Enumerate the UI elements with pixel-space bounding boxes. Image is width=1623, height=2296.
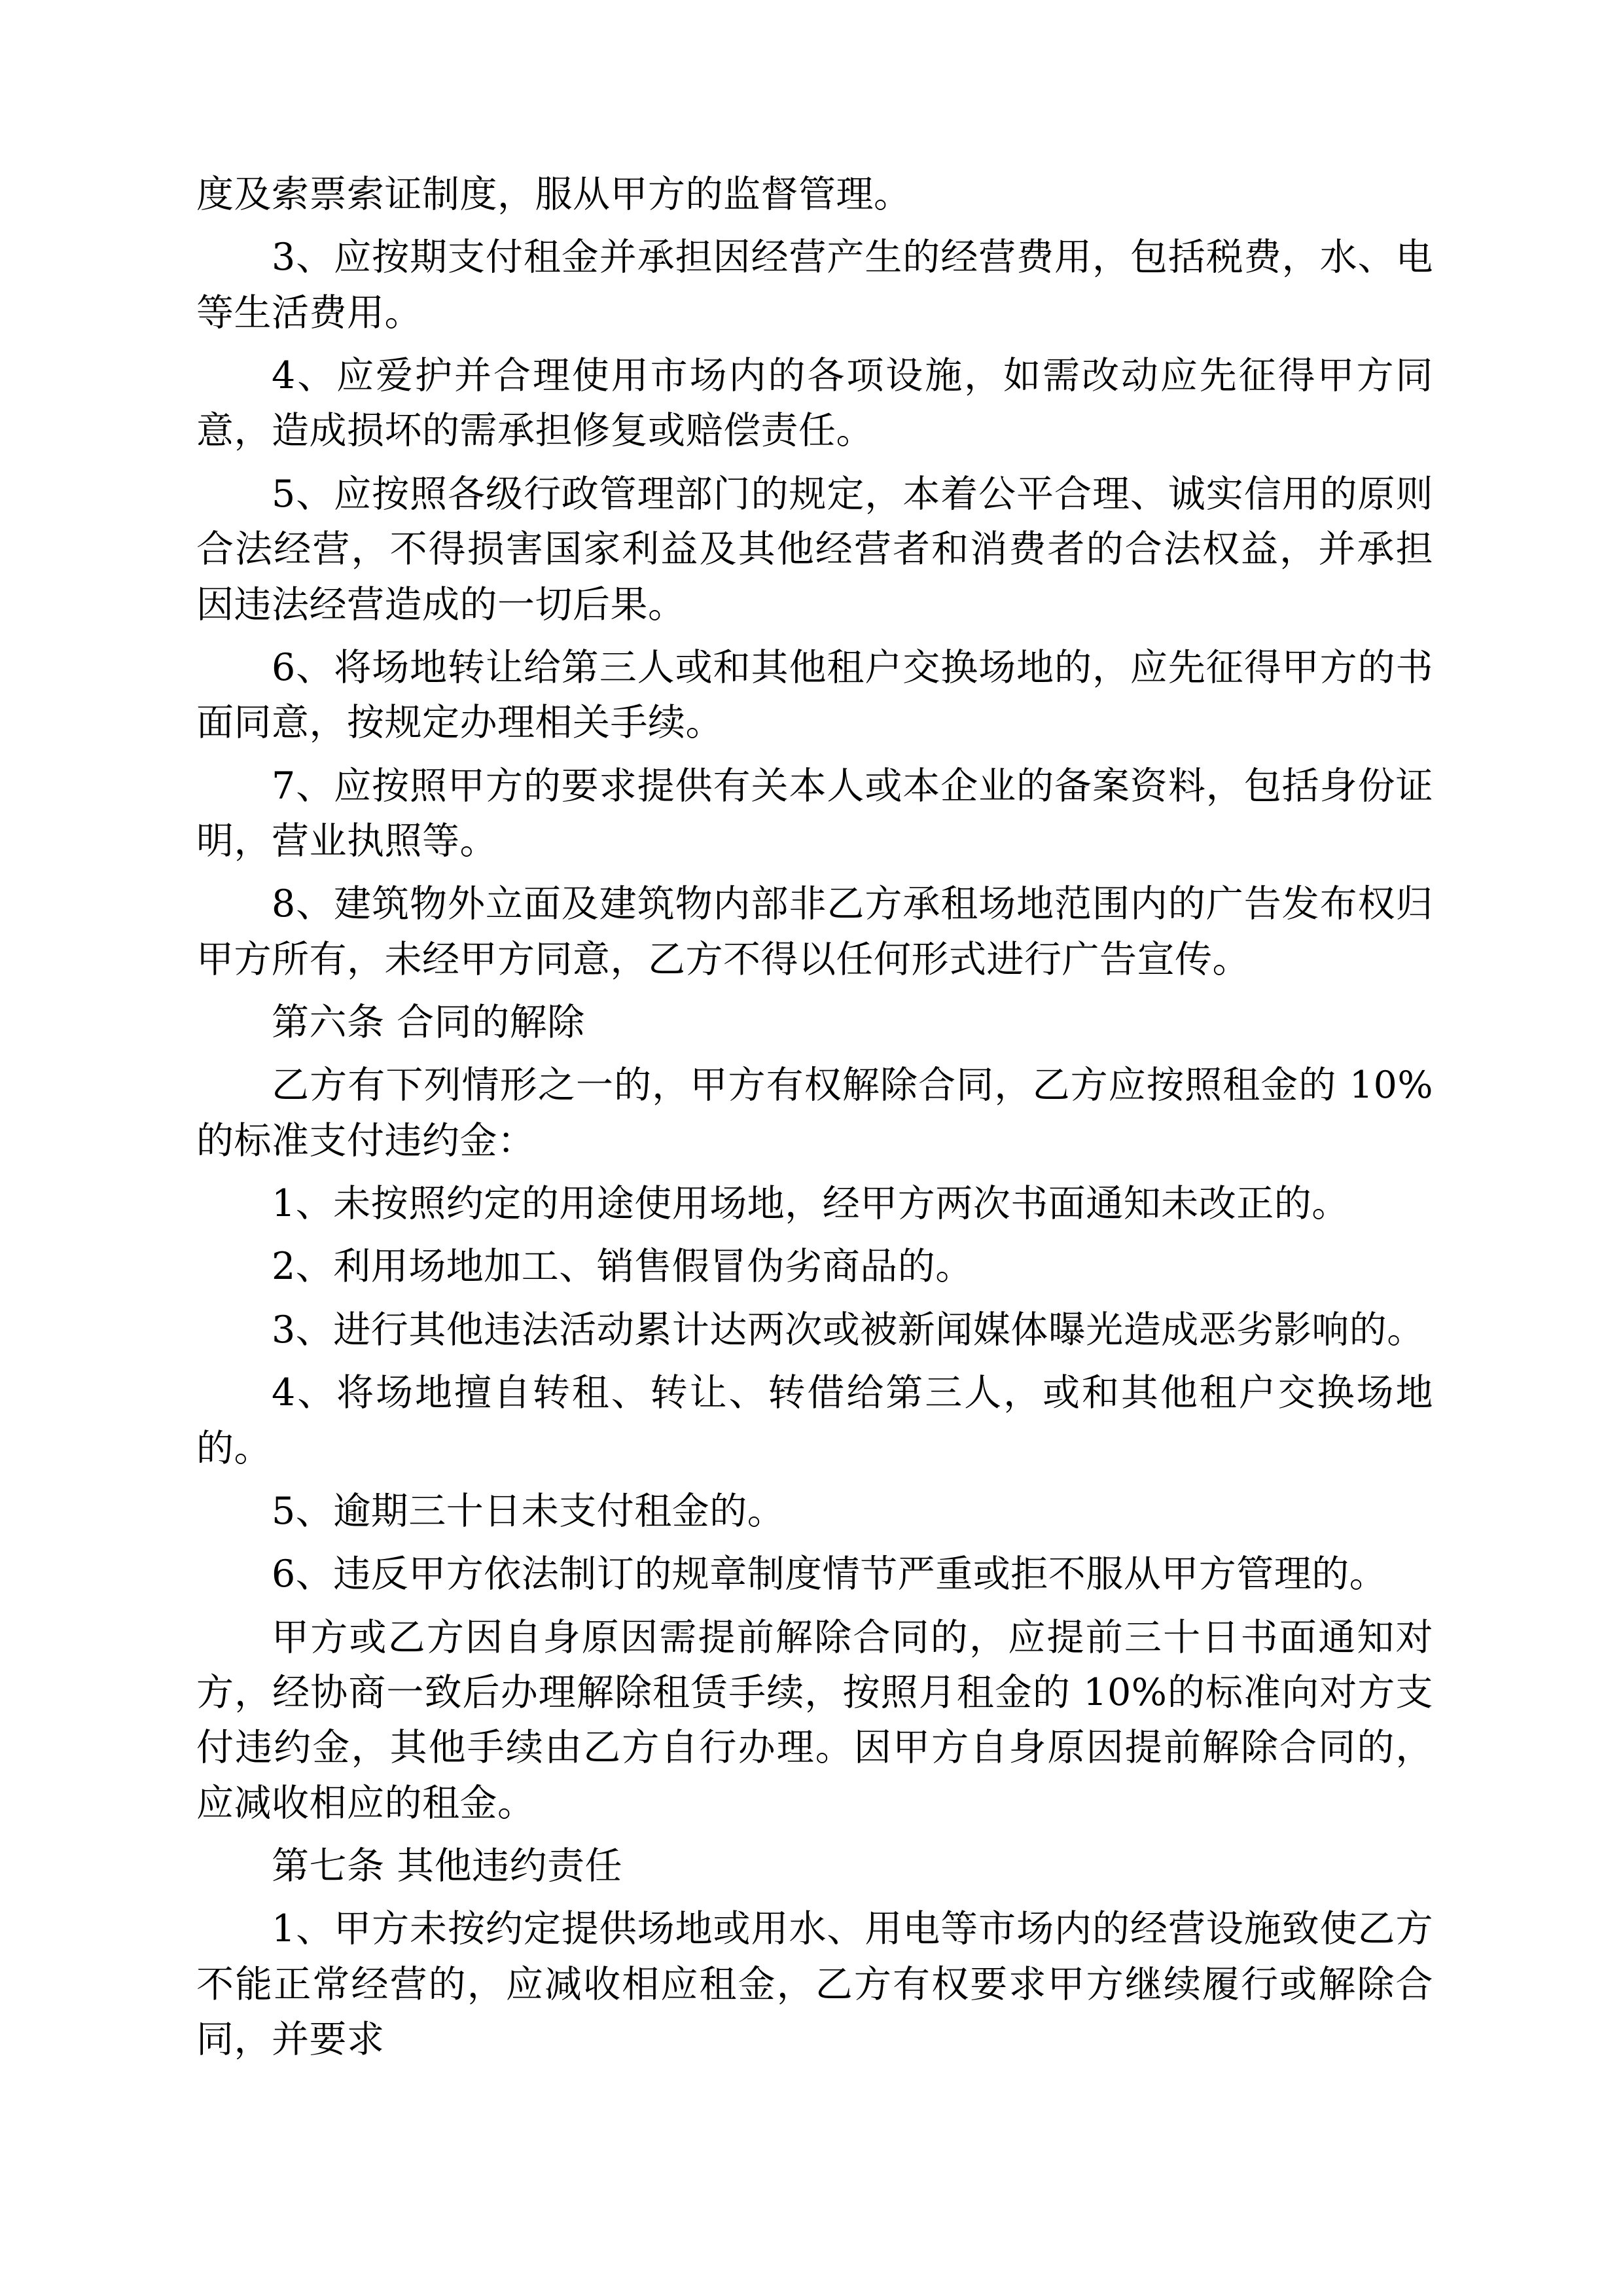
list-item-breach-1: 1、甲方未按约定提供场地或用水、用电等市场内的经营设施致使乙方不能正常经营的，应减收相应租金，乙方有权要求甲方继续履行或解除合同，并要求: [196, 1907, 1433, 2062]
list-item-duty-8: 8、建筑物外立面及建筑物内部非乙方承租场地范围内的广告发布权归甲方所有，未经甲方同意，乙方不得以任何形式进行广告宣传。: [196, 882, 1433, 981]
list-item-termination-3: 3、进行其他违法活动累计达两次或被新闻媒体曝光造成恶劣影响的。: [272, 1308, 1425, 1352]
list-item-duty-3: 3、应按期支付租金并承担因经营产生的经营费用，包括税费，水、电等生活费用。: [196, 236, 1433, 334]
list-item-termination-4: 4、将场地擅自转租、转让、转借给第三人，或和其他租户交换场地的。: [196, 1371, 1433, 1470]
list-item-duty-7: 7、应按照甲方的要求提供有关本人或本企业的备案资料，包括身份证明，营业执照等。: [196, 764, 1433, 863]
section-heading-six: 第六条 合同的解除: [272, 1001, 585, 1045]
list-item-termination-6: 6、违反甲方依法制订的规章制度情节严重或拒不服从甲方管理的。: [272, 1552, 1387, 1596]
list-item-termination-1: 1、未按照约定的用途使用场地，经甲方两次书面通知未改正的。: [272, 1182, 1349, 1226]
paragraph-early-termination: 甲方或乙方因自身原因需提前解除合同的，应提前三十日书面通知对方，经协商一致后办理解除租赁手续，按照月租金的 10%的标准向对方支付违约金，其他手续由乙方自行办理。因甲方自身原因提前解除合同的，应减收相应的租金。: [196, 1615, 1433, 1825]
paragraph-termination-intro: 乙方有下列情形之一的，甲方有权解除合同，乙方应按照租金的 10%的标准支付违约金：: [196, 1064, 1433, 1162]
section-heading-seven: 第七条 其他违约责任: [272, 1844, 623, 1888]
list-item-duty-5: 5、应按照各级行政管理部门的规定，本着公平合理、诚实信用的原则合法经营，不得损害国家利益及其他经营者和消费者的合法权益，并承担因违法经营造成的一切后果。: [196, 472, 1433, 626]
list-item-duty-6: 6、将场地转让给第三人或和其他租户交换场地的，应先征得甲方的书面同意，按规定办理相关手续。: [196, 645, 1433, 745]
list-item-termination-2: 2、利用场地加工、销售假冒伪劣商品的。: [272, 1245, 973, 1289]
document-body: [196, 167, 1433, 2068]
list-item-termination-5: 5、逾期三十日未支付租金的。: [272, 1489, 785, 1533]
list-item-duty-4: 4、应爱护并合理使用市场内的各项设施，如需改动应先征得甲方同意，造成损坏的需承担修复或赔偿责任。: [196, 354, 1433, 453]
paragraph-continuation: 度及索票索证制度，服从甲方的监督管理。: [196, 173, 912, 216]
